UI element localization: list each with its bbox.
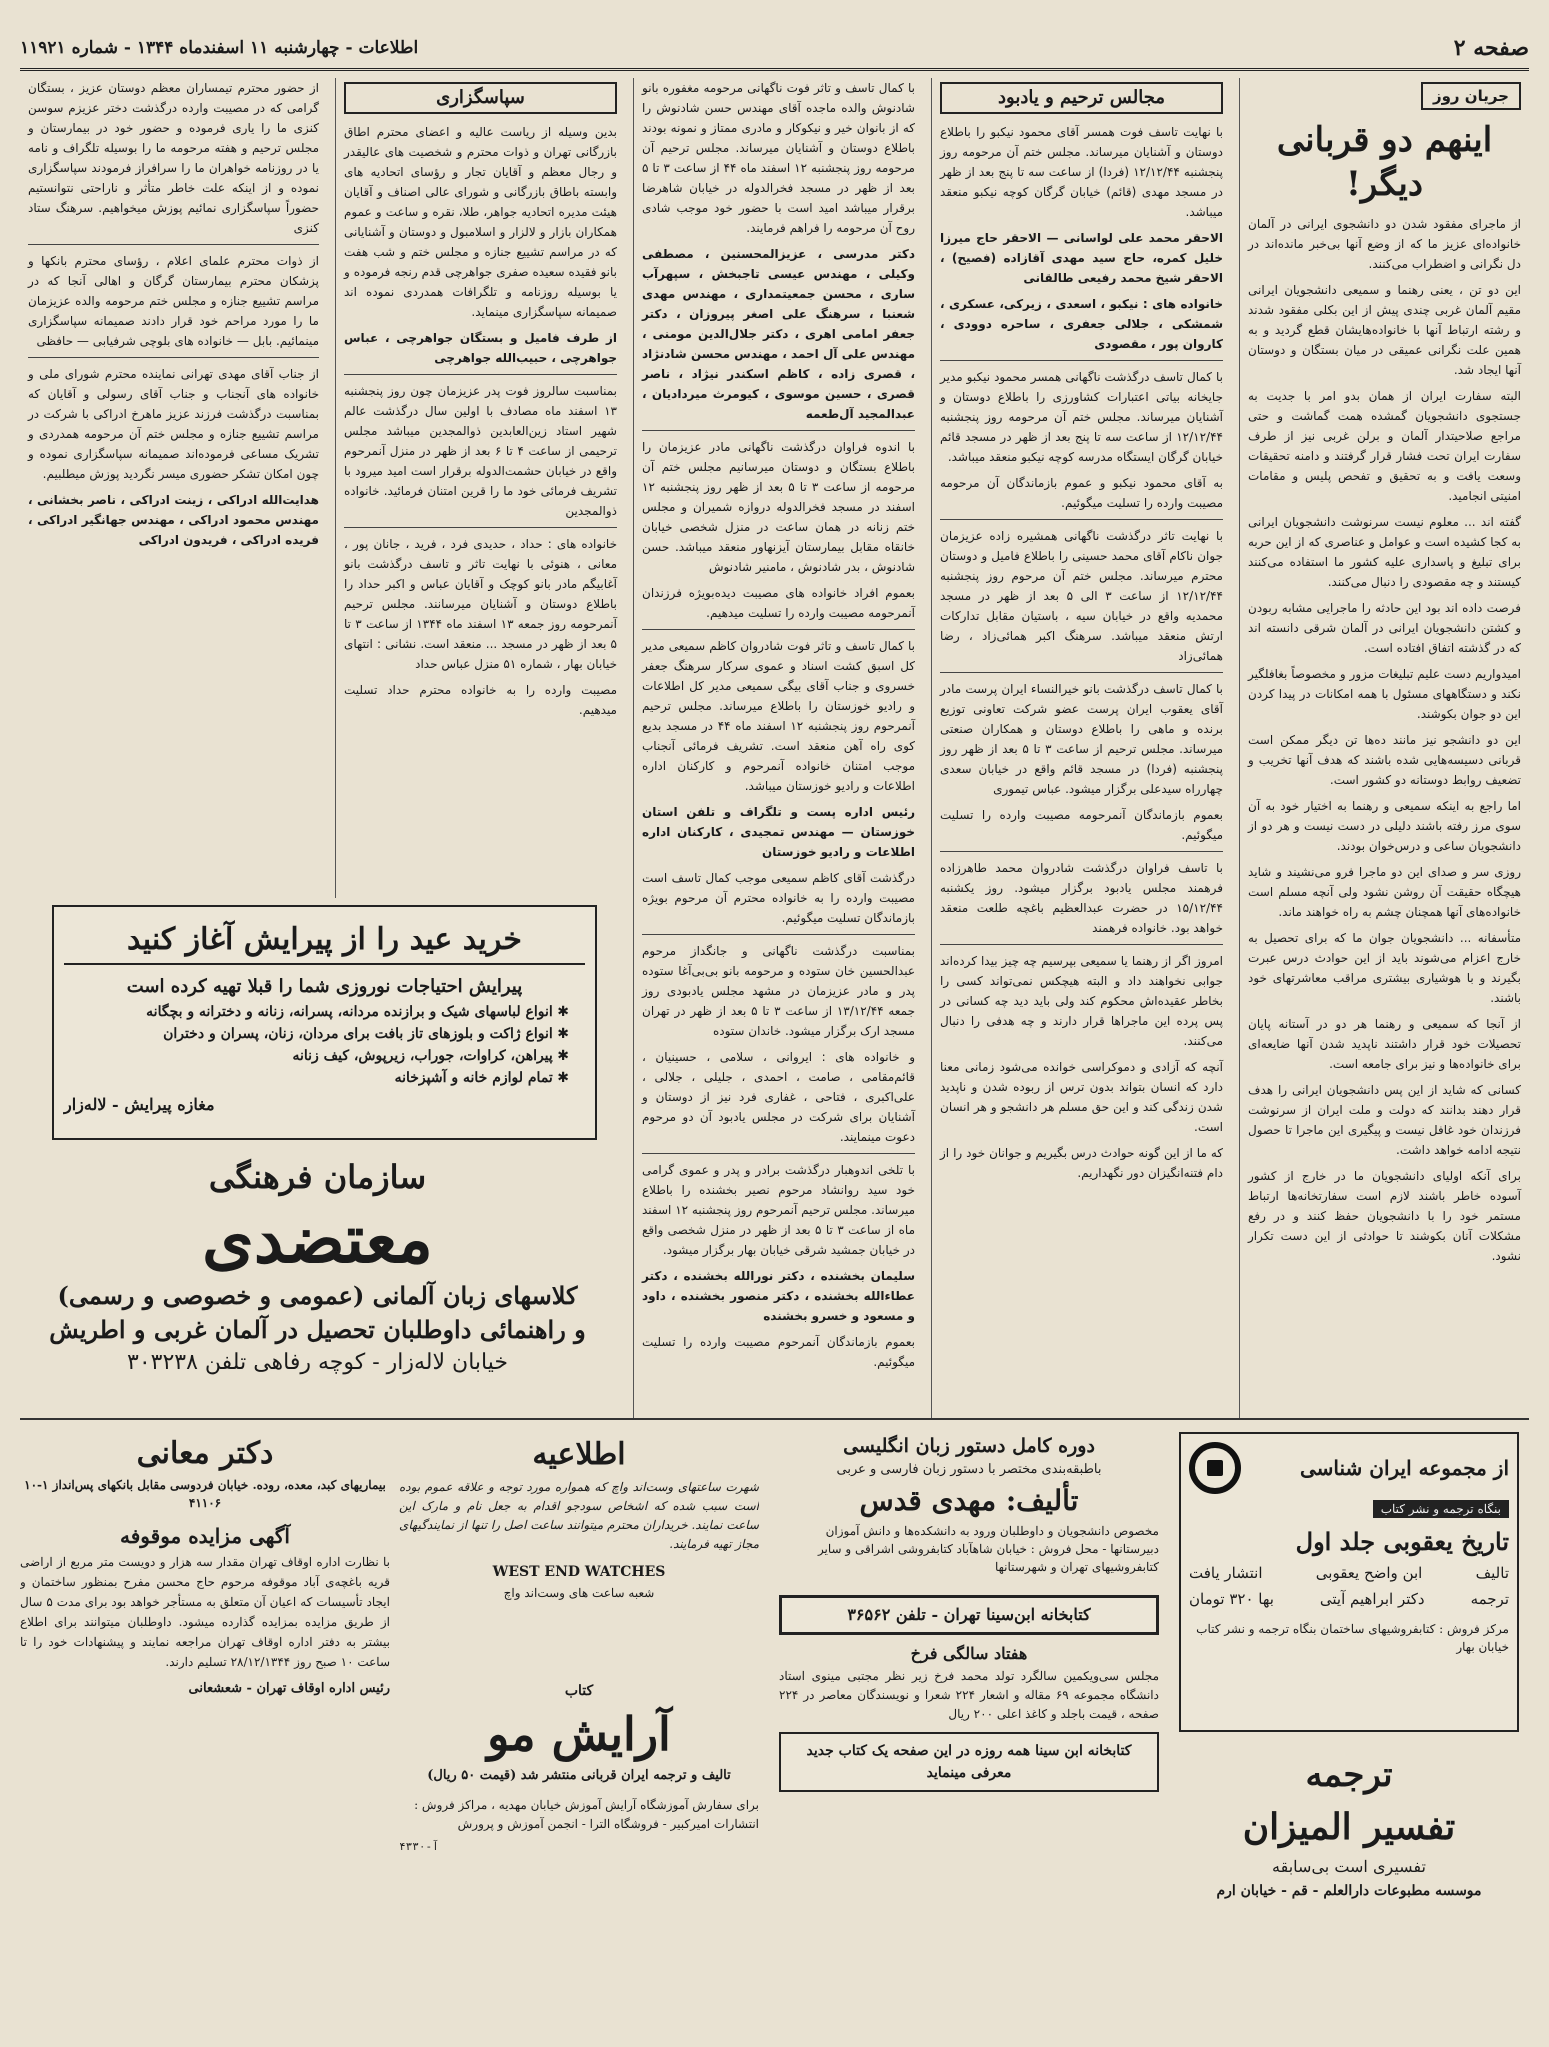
- banner-text: کتابخانه ابن سینا همه روزه در این صفحه یک کتاب جدید معرفی مینماید: [806, 1743, 1132, 1781]
- paragraph: امروز اگر از رهنما یا سمیعی بپرسیم چه چیز بیدا کرده‌اند جوابی نخواهند داد و البته هیچکس نمی‌تواند کسی را بخاطر عقیده‌اش محکوم کند ولی باید دید چه کسانی در پس پرده این ماجراها قرار دارند و چه هدفی را دنبال می‌کنند.: [940, 954, 1223, 1048]
- author-row: [1189, 1560, 1509, 1586]
- bottom-section-divider: [20, 1418, 1529, 1420]
- column-obituaries-1: [931, 78, 1231, 1418]
- ad-line: و راهنمائی داوطلبان تحصیل در آلمان غربی و اطریش: [49, 1315, 586, 1344]
- divider: [940, 944, 1223, 945]
- column-obituaries-2: [633, 78, 923, 1418]
- paragraph: روزی سر و صدای این دو ماجرا فرو می‌نشیند و شاید هیچگاه حقیقت آن روشن نشود ولی آنچه مسلم است خانواده‌های آنها همچنان چشم به راه خواهند ماند.: [1248, 865, 1521, 919]
- ad-kicker: ترجمه: [1305, 1755, 1393, 1795]
- list-item: ✱ انواع ژاکت و بلوزهای تاز بافت برای مردان، زنان، پسران و دختران: [80, 1023, 569, 1045]
- ad-title: دوره کامل دستور زبان انگلیسی: [843, 1435, 1095, 1457]
- price: بها ۳۲۰ تومان: [1189, 1590, 1274, 1608]
- paragraph: برای آنکه اولیای دانشجویان ما در خارج از کشور آسوده خاطر باشند لازم است سفارتخانه‌ها ارتباط مستمر خود را با دانشجویان حفظ کنند و در رفع مشکلات آنان بکوشند تا حوادثی از این دست تکرار نشود.: [1248, 1169, 1521, 1263]
- paragraph: آنچه که آزادی و دموکراسی خوانده می‌شود زمانی معنا دارد که انسان بتواند بدون ترس از ربوده شدن و ناپدید شدن زندگی کند و این حق مسلم هر دانشجو و هر انسان است.: [940, 1060, 1223, 1134]
- divider: [28, 357, 319, 358]
- ad-shop: مغازه پیرایش - لاله‌زار: [64, 1095, 215, 1114]
- ad-code: آ-۴۳۳۰: [399, 1840, 439, 1853]
- ad-book-hair: [399, 1680, 759, 2020]
- book-sub: تالیف و ترجمه ایران قربانی منتشر شد (قیمت ۵۰ ریال): [427, 1768, 731, 1783]
- divider: [344, 374, 617, 375]
- ad-motazedi: [30, 1155, 605, 1395]
- ad-item-list: [64, 1001, 585, 1089]
- paragraph: بمناسبت سالروز فوت پدر عزیزمان چون روز پنجشنبه ۱۳ اسفند ماه مصادف با اولین سال درگذشت عالم شهیر استاد زین‌العابدین ذوالمجدین میباشد مجلس ترحیمی از ساعت ۴ تا ۶ بعد از ظهر در منزل آنمرحوم واقع در خیابان حشمت‌الدوله برقرار است امید میرود با تشریف فرمائی خود ما را قرین امتنان فرمائید. خانواده ذوالمجدین: [344, 384, 618, 518]
- ad-moaani: [20, 1432, 390, 1512]
- paragraph: با نهایت تاسف فوت همسر آقای محمود نیکبو را باطلاع دوستان و آشنایان میرساند. مجلس ختم آن مرحومه روز پنجشنبه ۱۲/۱۲/۴۴ (فردا) از ساعت سه تا پنج بعد از ظهر در مسجد مهدی (قائم) خیابان گرگان کوچه نیکبو منعقد میباشد.: [940, 125, 1223, 219]
- ad-address: خیابان لاله‌زار - کوچه رفاهی تلفن ۳۰۳۲۳۸: [127, 1350, 508, 1375]
- divider: [642, 629, 915, 630]
- divider: [642, 1153, 915, 1154]
- paragraph: با تلخی اندوهبار درگذشت برادر و پدر و عموی گرامی خود سید روانشاد مرحوم نصیر بخشنده را باطلاع میرساند. مجلس ترحیم آنمرحوم روز پنجشنبه ۱۲ اسفند ماه از ساعت ۳ تا ۵ بعد از ظهر در منزل شخصی واقع در خیابان جمشید شرقی خیابان بهار برگزار میشود.: [642, 1163, 915, 1257]
- paragraph: به آقای محمود نیکبو و عموم بازماندگان آن مرحومه مصیبت وارده را تسلیت میگوئیم.: [940, 476, 1223, 510]
- paragraph: از ذوات محترم علمای اعلام ، رؤسای محترم بانکها و پزشکان محترم بیمارستان گرگان و اهالی آنجا که در مراسم تشییع جنازه و مجلس ختم مرحومه والده عزیزمان ما را مورد مراحم خود قرار دادند صمیمانه سپاسگزاری مینمائیم. بابل — خانواده های بلوچی شرفیابی — حافظی: [28, 254, 319, 348]
- ad-almizan: [1179, 1750, 1519, 2020]
- ad-body: مخصوص دانشجویان و داوطلبان ورود به دانشکده‌ها و دانش آموزان دبیرستانها - محل فروش : خیابان شاهآباد کتابفروشی اشراقی و سایر کتابفروشیهای تهران و شهرستانها: [817, 1524, 1159, 1574]
- book-body: مجلس سی‌ویکمین سالگرد تولد محمد فرخ زیر نظر مجتبی مینوی استاد دانشگاه مجموعه ۶۹ مقاله و اشعار ۲۲۴ شعرا و نویسندگان معاصر در ۲۲۴ صفحه ، قیمت باجلد و کاغذ اعلی ۲۰۰ ریال: [779, 1669, 1159, 1721]
- paragraph: این دو تن ، یعنی رهنما و سمیعی دانشجویان ایرانی مقیم آلمان غربی چندی پیش از این بکلی مفقود شدند و رشته ارتباط آنها با خانواده‌هایشان قطع گردید و به همین علت نگرانی عمیقی در میان بستگان و دوستان آنها ایجاد شد.: [1248, 283, 1521, 377]
- ad-title: آگهی مزایده موقوفه: [120, 1524, 290, 1548]
- paragraph: مصیبت وارده را به خانواده محترم حداد تسلیت میدهیم.: [344, 683, 617, 717]
- paragraph: از ماجرای مفقود شدن دو دانشجوی ایرانی در آلمان خانواده‌ای عزیز ما که از وضع آنها بی‌خبر مانده‌اند در دل نگرانی و اضطراب می‌کنند.: [1248, 217, 1521, 271]
- paragraph: بعموم افراد خانواده های مصیبت دیده‌بویژه فرزندان آنمرحومه مصیبت وارده را تسلیت میدهیم.: [642, 586, 915, 620]
- paragraph: اما راجع به اینکه سمیعی و رهنما به اختیار خود به آن سوی مرز رفته باشند دلیلی در دست نیست و هر دو از دانشجویان ساعی و درس‌خوان بودند.: [1248, 799, 1521, 853]
- translator-row: [1189, 1586, 1509, 1612]
- ad-body: بیماریهای کبد، معده، روده. خیابان فردوسی مقابل بانکهای پس‌انداز ۱-۱۰ ۴۱۱۰۶: [24, 1478, 386, 1510]
- phone-box: [779, 1595, 1159, 1635]
- publisher: موسسه مطبوعات دارالعلم - قم - خیابان ارم: [1216, 1883, 1482, 1899]
- paragraph: از حضور محترم تیمساران معظم دوستان عزیز ، بستگان گرامی که در مصیبت وارده درگذشت دختر عزیزم سوسن کنزی ما را یاری فرموده و حضور خود در بیمارستان و مجلس ترحیم و هفته مرحومه ما را بوسیله تلگراف و نامه یا در روزنامه خواهران ما را سرافراز فرمودند سپاسگزاری نموده و از اینکه علت خاطر متأثر و ناراحتی نتوانستیم حضوراً سپاسگزاری نمائیم پوزش میخواهیم. سرهنگ ستاد کنزی: [28, 81, 319, 235]
- ad-brand-name: معتضدی: [202, 1200, 433, 1278]
- ibnsina-banner: [779, 1732, 1159, 1792]
- ad-english: [779, 1432, 1159, 1582]
- ad-pirayesh: [52, 905, 597, 1140]
- paragraph: خانواده های : حداد ، حدیدی فرد ، فرید ، جانان پور ، معانی ، هنوئی با نهایت تاثر و تاسف درگذشت بانو آغابیگم مادر بانو کوچک و آقایان عباس و اکبر حداد را باطلاع دوستان و آشنایان میرسانند. مجلس ترحیم آنمرحومه روز جمعه ۱۳ اسفند ماه ۱۳۴۴ از ساعت ۳ تا ۵ بعد از ظهر در مسجد ... منعقد است. نشانی : انتهای خیابان بهار ، شماره ۵۱ منزل عباس حداد: [344, 537, 617, 671]
- list-item: ✱ تمام لوازم خانه و آشپزخانه: [80, 1067, 569, 1089]
- translator-name: دکتر ابراهیم آیتی: [1319, 1590, 1425, 1608]
- paragraph: با کمال تاسف درگذشت بانو خیرالنساء ایران پرست مادر آقای یعقوب ایران پرست عضو شرکت تعاونی توزیع برنده و ماهی را باطلاع دوستان و همکاران صنعتی میرساند. مجلس ترحیم از ساعت ۳ تا ۵ بعد از ظهر روز پنجشنبه (فردا) در مسجد قائم واقع در خیابان سعدی چهارراه سیدعلی برگزار میشود. عباس تیموری: [940, 682, 1224, 796]
- signature: هدایت‌الله ادراکی ، زینت ادراکی ، ناصر بخشانی ، مهندس محمود ادراکی ، مهندس جهانگیر ادراکی ، فریده ادراکی ، فریدون ادراکی: [28, 493, 319, 547]
- section-head: مجالس ترحیم و یادبود: [940, 82, 1223, 114]
- paragraph: البته سفارت ایران از همان بدو امر با جدیت به جستجوی دانشجویان گمشده همت گماشت و حتی مراجع صلاحیتدار آلمان و برلن غربی نیز از طرف سفارت ایران تحت فشار قرار گرفتند و دامنه تحقیقات وسعت یافت و به تحقیق و تفحص پلیس و مقامات امنیتی انجامید.: [1248, 389, 1521, 503]
- signature: الاحقر محمد علی لواسانی — الاحقر حاج میرزا خلیل کمره، حاج سید مهدی آقازاده (فصیح) ، الاحقر شیخ محمد رفیعی طالقانی: [940, 231, 1223, 285]
- divider: [642, 430, 915, 431]
- ad-sub: تفسیری است بی‌سابقه: [1272, 1857, 1426, 1876]
- ad-sign: رئیس اداره اوقاف تهران - شعشعانی: [188, 1681, 390, 1696]
- column-thanks-2: [20, 78, 327, 898]
- paragraph: فرصت داده اند بود این حادثه را ماجرایی مشابه ربودن و کشتن دانشجویان ایرانی در آلمان شرقی دانسته اند که در گذشته اتفاق افتاده است.: [1248, 601, 1521, 655]
- column-editorial: [1239, 78, 1529, 1418]
- signature: از طرف فامیل و بستگان جواهرچی ، عباس جواهرچی ، حبیب‌الله جواهرچی: [344, 331, 617, 365]
- paragraph: با تاسف فراوان درگذشت شادروان محمد طاهرزاده فرهمند مجلس یادبود برگزار میشود. روز یکشنبه ۱۵/۱۲/۴۴ در حضرت عبدالعظیم باغچه طلعت منعقد خواهد بود. خانواده فرهمند: [940, 861, 1223, 935]
- paragraph: و خانواده های : ایروانی ، سلامی ، حسینیان ، قائم‌مقامی ، صامت ، احمدی ، جلیلی ، جلالی ، علی‌اکبری ، فتاحی ، غفاری فرد نیز از دوستان و آشنایان برای شرکت در مجلس یادبود آن دو مرحوم دعوت مینمایند.: [642, 1050, 915, 1144]
- ad-line: کلاسهای زبان آلمانی (عمومی و خصوصی و رسمی): [57, 1281, 578, 1310]
- ad-yaqubi-top: [1189, 1442, 1509, 1494]
- signature: دکتر مدرسی ، عزیزالمحسنین ، مصطفی وکیلی ، مهندس عیسی تاجبخش ، سپهرآب ساری ، محسن جمعیتمداری ، مهندس مهدی شعنبا ، سرهنگ علی اصغر پیروزان ، دکتر جعفر امامی اهری ، دکتر جلال‌الدین مومنی ، مهندس علی آل احمد ، مهندس محسن شادنژاد ، قصری زاده ، کاظم اسکندر نیژاد ، ناصر قصری ، حسین موسوی ، کیومرث میردادیان ، عبدالمجید آل‌طعمه: [642, 247, 915, 421]
- sale-center: مرکز فروش : کتابفروشیهای ساختمان بنگاه ترجمه و نشر کتاب خیابان بهار: [1196, 1622, 1509, 1654]
- ad-kicker: کتاب: [564, 1683, 594, 1699]
- paragraph: متأسفانه ... دانشجویان جوان ما که برای تحصیل به خارج اعزام می‌شوند باید از این حوادث درس عبرت بگیرند و با هوشیاری بیشتری مراقب معاشرتهای خود باشند.: [1248, 931, 1521, 1005]
- phone-text: کتابخانه ابن‌سینا تهران - تلفن ۳۶۵۶۲: [847, 1605, 1091, 1624]
- paragraph: با کمال تاسف و تاثر فوت شادروان کاظم سمیعی مدیر کل اسبق کشت اسناد و عموی سرکار سرهنگ جعفر خسروی و جناب آقای بیگی سمیعی مدیر کل اطلاعات و رادیو خوزستان را باطلاع میرساند. مجلس ترحیم آنمرحوم روز پنجشنبه ۱۲ اسفند ماه ۴۴ در مسجد بدیع کوی راه آهن منعقد است. تشریف فرمائی آنجناب موجب امتنان خانواده آنمرحوم و کارکنان اداره اطلاعات و رادیو خوزستان میباشد.: [642, 639, 916, 793]
- list-item: ✱ انواع لباسهای شیک و برازنده مردانه، پسرانه، زنانه و دخترانه و بچگانه: [80, 1001, 569, 1023]
- publisher-badge: بنگاه ترجمه و نشر کتاب: [1373, 1500, 1509, 1518]
- notice-sign: شعبه ساعت های وست‌اند واچ: [503, 1586, 655, 1600]
- paragraph: بعموم بازماندگان آنمرحوم مصیبت وارده را تسلیت میگوئیم.: [642, 1335, 915, 1369]
- ad-author: تألیف: مهدی قدس: [859, 1484, 1079, 1517]
- paragraph: از جناب آقای مهدی تهرانی نماینده محترم شورای ملی و خانواده های آنجناب و جناب آقای رسولی و آقایان که بمناسبت درگذشت فرزند عزیز ماهرخ ادراکی با شرکت در مراسم تشییع جنازه و مجلس ختم آن مرحومه همدردی و تشریک مساعی فرموده‌اند صمیمانه سپاسگزاری نموده و چون امکان تشکر حضوری میسر نگردید پوزش میطلبیم.: [28, 367, 319, 481]
- divider: [940, 672, 1223, 673]
- masthead-line: اطلاعات - چهارشنبه ۱۱ اسفندماه ۱۳۴۴ - شماره ۱۱۹۲۱: [20, 38, 419, 58]
- paragraph: با اندوه فراوان درگذشت ناگهانی مادر عزیزمان را باطلاع بستگان و دوستان میرسانیم مجلس ختم آن مرحومه از ساعت ۳ تا ۵ بعد از ظهر روز پنجشنبه ۱۲ اسفند در مسجد فخرالدوله دروازه شمیران و مجلس ختم زنانه در همان ساعت در منزل شخصی خیابان خانقاه مقابل بیمارستان آیزنهاور منعقد میباشد. حسن شادنوش ، بدر شادنوش ، مامنیر شادنوش: [642, 440, 915, 574]
- paragraph: بمناسبت درگذشت ناگهانی و جانگداز مرحوم عبدالحسین خان ستوده و مرحومه بانو بی‌بی‌آغا ستوده پدر و مادر عزیزمان در مشهد مجلس یادبودی روز جمعه ۱۳/۱۲/۴۴ از ساعت ۳ تا ۵ بعد از ظهر در تهران مسجد ارک برگزار میشود. خاندان ستوده: [642, 944, 915, 1038]
- signature: رئیس اداره پست و تلگراف و تلفن استان خوزستان — مهندس تمجیدی ، کارکنان اداره اطلاعات و رادیو خوزستان: [642, 805, 915, 859]
- paragraph: بعموم بازماندگان آنمرحومه مصیبت وارده را تسلیت میگوئیم.: [940, 808, 1223, 842]
- ad-notice-body: [399, 1432, 759, 1662]
- section-kicker: جریان روز: [1421, 82, 1521, 110]
- ad-org: سازمان فرهنگی: [208, 1158, 427, 1196]
- author-name: ابن واضح یعقوبی: [1315, 1564, 1423, 1582]
- publish-status: انتشار یافت: [1189, 1564, 1263, 1582]
- divider: [940, 360, 1223, 361]
- ad-auction: [20, 1520, 390, 2020]
- paragraph: با کمال تاسف درگذشت ناگهانی همسر محمود نیکبو مدیر جایخانه بیاتی اعتبارات کشاورزی را باطلاع دوستان و آشنایان میرساند. مجلس ختم آن مرحومه روز پنجشنبه ۱۲/۱۲/۴۴ از ساعت سه تا پنج بعد از ظهر در مسجد قائم خیابان گرگان ایستگاه مدرسه کوچه نیکبو منعقد میباشد.: [940, 370, 1223, 464]
- section-head: سپاسگزاری: [344, 82, 617, 114]
- divider: [940, 519, 1223, 520]
- column-thanks-1: [335, 78, 625, 898]
- paragraph: از آنجا که سمیعی و رهنما هر دو در آستانه پایان تحصیلات خود قرار داشتند ناپدید شدن آنها ضایعه‌ای برای خانواده‌ها و نیز برای جامعه است.: [1248, 1017, 1521, 1071]
- book-title: تفسیر المیزان: [1242, 1806, 1456, 1848]
- editorial-headline: اینهم دو قربانی دیگر!: [1276, 120, 1493, 204]
- divider: [642, 934, 915, 935]
- paragraph: که ما از این گونه حوادث درس بگیریم و جوانان خود را از دام فتنه‌انگیزان دور نگهداریم.: [940, 1146, 1223, 1180]
- paragraph: درگذشت آقای کاظم سمیعی موجب کمال تاسف است مصیبت وارده را به خانواده محترم آن مرحوم بویژه بازماندگان تسلیت میگوئیم.: [642, 871, 915, 925]
- brand-name: WEST END WATCHES: [492, 1564, 666, 1580]
- book-head: هفتاد سالگی فرخ: [910, 1644, 1028, 1663]
- paragraph: با کمال تاسف و تاثر فوت ناگهانی مرحومه مغفوره بانو شادنوش والده ماجده آقای مهندس حسن شادنوش را که از بانوان خیر و نیکوکار و مادری ممتاز و نمونه بودند باطلاع دوستان و آشنایان میرساند. مجلس ترحیم آن مرحومه روز پنجشنبه ۱۲ اسفند ماه ۴۴ از ساعت ۳ تا ۵ بعد از ظهر در مسجد فخرالدوله در خیابان شاهرضا برقرار میباشد امید است با حضور خود موجب شادی روح آن مرحومه را فراهم فرمایند.: [642, 81, 915, 235]
- book-body: برای سفارش آموزشگاه آرایش آموزش خیابان مهدیه ، مراکز فروش : انتشارات امیرکبیر - فروشگاه الترا - انجمن آموزش و پرورش: [414, 1798, 759, 1831]
- ad-body: با نظارت اداره اوقاف تهران مقدار سه هزار و دویست متر مربع از اراضی قریه باغچه‌ی آباد موقوفه مرحوم حاج محسن مفرح بمنظور ساختمان و ایجاد تأسیسات که اعیان آن متعلق به مستأجر خواهد بود برای مدت ۵ سال از طریق مزایده بمزایده گذارده میشود. داوطلبان میتوانند برای اطلاع بیشتر به دفتر اداره اوقاف تهران مراجعه نمایند و پیشنهادات خود را تا ساعت ۱۰ صبح روز ۲۸/۱۲/۱۳۴۴ تسلیم دارند.: [20, 1555, 390, 1669]
- ad-sub: باطبقه‌بندی مختصر با دستور زبان فارسی و عربی: [836, 1462, 1102, 1477]
- paragraph: با نهایت تاثر درگذشت ناگهانی همشیره زاده عزیزمان جوان ناکام آقای محمد حسینی را باطلاع فامیل و دوستان محترم میرساند. مجلس ختم آن مرحوم روز پنجشنبه ۱۲/۱۲/۴۴ از ساعت ۳ الی ۵ بعد از ظهر در مسجد محمدیه واقع در خیابان سیه ، باستیان مقابل تدارکات ارتش منعقد میباشد. سرهنگ اکبر همائی‌زاد ، رضا همائی‌زاد: [940, 529, 1223, 663]
- series-label: از مجموعه ایران شناسی: [1300, 1456, 1509, 1480]
- ad-title: خرید عید را از پیرایش آغاز کنید: [64, 917, 585, 965]
- paragraph: بدین وسیله از ریاست عالیه و اعضای محترم اطاق بازرگانی تهران و ذوات محترم و شخصیت های عالیقدر و رجال معظم و آقایان تجار و رؤسای اتحادیه های وابسته باطاق بازرگانی و شورای عالی اصناف و آقایان هیئت مدیره اتحادیه جواهر، طلا، نقره و ساعت و عموم همکاران بازار و لالزار و اسلامبول و دوستان و آشنایانی که در مراسم تشییع جنازه و مجلس ختم و شب هفت بانو فقیده سعیده صفری جواهرچی قدم رنجه فرموده و یا بوسیله روزنامه و تلگرافات همدردی نموده اند صمیمانه سپاسگزاری مینماید.: [344, 125, 617, 319]
- notice-title: اطلاعیه: [532, 1437, 626, 1472]
- paragraph: امیدواریم دست علیم تبلیغات مزور و مخصوصاً بغافلگیر نکند و دستگاههای مسئول با همه امکانات در پیدا کردن این دو جوان بکوشند.: [1248, 667, 1521, 721]
- paragraph: گفته اند ... معلوم نیست سرنوشت دانشجویان ایرانی به کجا کشیده است و عوامل و عناصری که از این حربه برای تبلیغ و پاسداری علیه کشور ما استفاده می‌کنند کیستند و چه مقصودی را دنبال می‌کنند.: [1248, 515, 1521, 589]
- paragraph: این دو دانشجو نیز مانند ده‌ها تن دیگر ممکن است قربانی دسیسه‌هایی شده باشند که هدف آنها تخریب و تضعیف روابط دوستانه دو کشور است.: [1248, 733, 1521, 787]
- notice-body: شهرت ساعتهای وست‌اند واچ که همواره مورد توجه و علاقه عموم بوده است سبب شده که اشخاص سودجو اقدام به جعل نام و مارک این ساعت نمایند. خریداران محترم میتوانند ساعت اصل را تنها از نمایندگیهای مجاز تهیه فرمایند.: [399, 1480, 759, 1551]
- ad-title: دکتر معانی: [136, 1436, 274, 1471]
- ad-yaqubi: [1179, 1432, 1519, 1732]
- signature: خانواده های : نیکبو ، اسعدی ، زیرکی، عسکری ، شمشکی ، جلالی جعفری ، ساحره دوودی ، کاروان پور ، مقصودی: [940, 297, 1223, 351]
- translator-label: ترجمه: [1470, 1590, 1509, 1608]
- list-item: ✱ پیراهن، کراوات، جوراب، زیرپوش، کیف زنانه: [80, 1045, 569, 1067]
- ad-ibnsina: [779, 1595, 1159, 1825]
- divider: [940, 851, 1223, 852]
- book-title: آرایش مو: [487, 1707, 671, 1761]
- page-header: [20, 28, 1529, 71]
- book-title: تاریخ یعقوبی جلد اول: [1295, 1527, 1509, 1556]
- divider: [28, 244, 319, 245]
- paragraph: کسانی که شاید از این پس دانشجویان ایرانی را هدف قرار دهند بدانند که دولت و ملت ایران از سرنوشت فرزندان خود غافل نیست و پیگیری این ماجرا تا حصول نتیجه ادامه خواهد داشت.: [1248, 1083, 1521, 1157]
- signature: سلیمان بخشنده ، دکتر نورالله بخشنده ، دکتر عطاءالله بخشنده ، دکتر منصور بخشنده ، داود و مسعود و خسرو بخشنده: [642, 1269, 915, 1323]
- ad-subtitle: پیرایش احتیاجات نوروزی شما را قبلا تهیه کرده است: [126, 976, 523, 997]
- page-number: صفحه ۲: [1453, 35, 1529, 61]
- author-label: تالیف: [1475, 1564, 1509, 1582]
- publisher-logo-icon: [1189, 1442, 1241, 1494]
- divider: [344, 527, 617, 528]
